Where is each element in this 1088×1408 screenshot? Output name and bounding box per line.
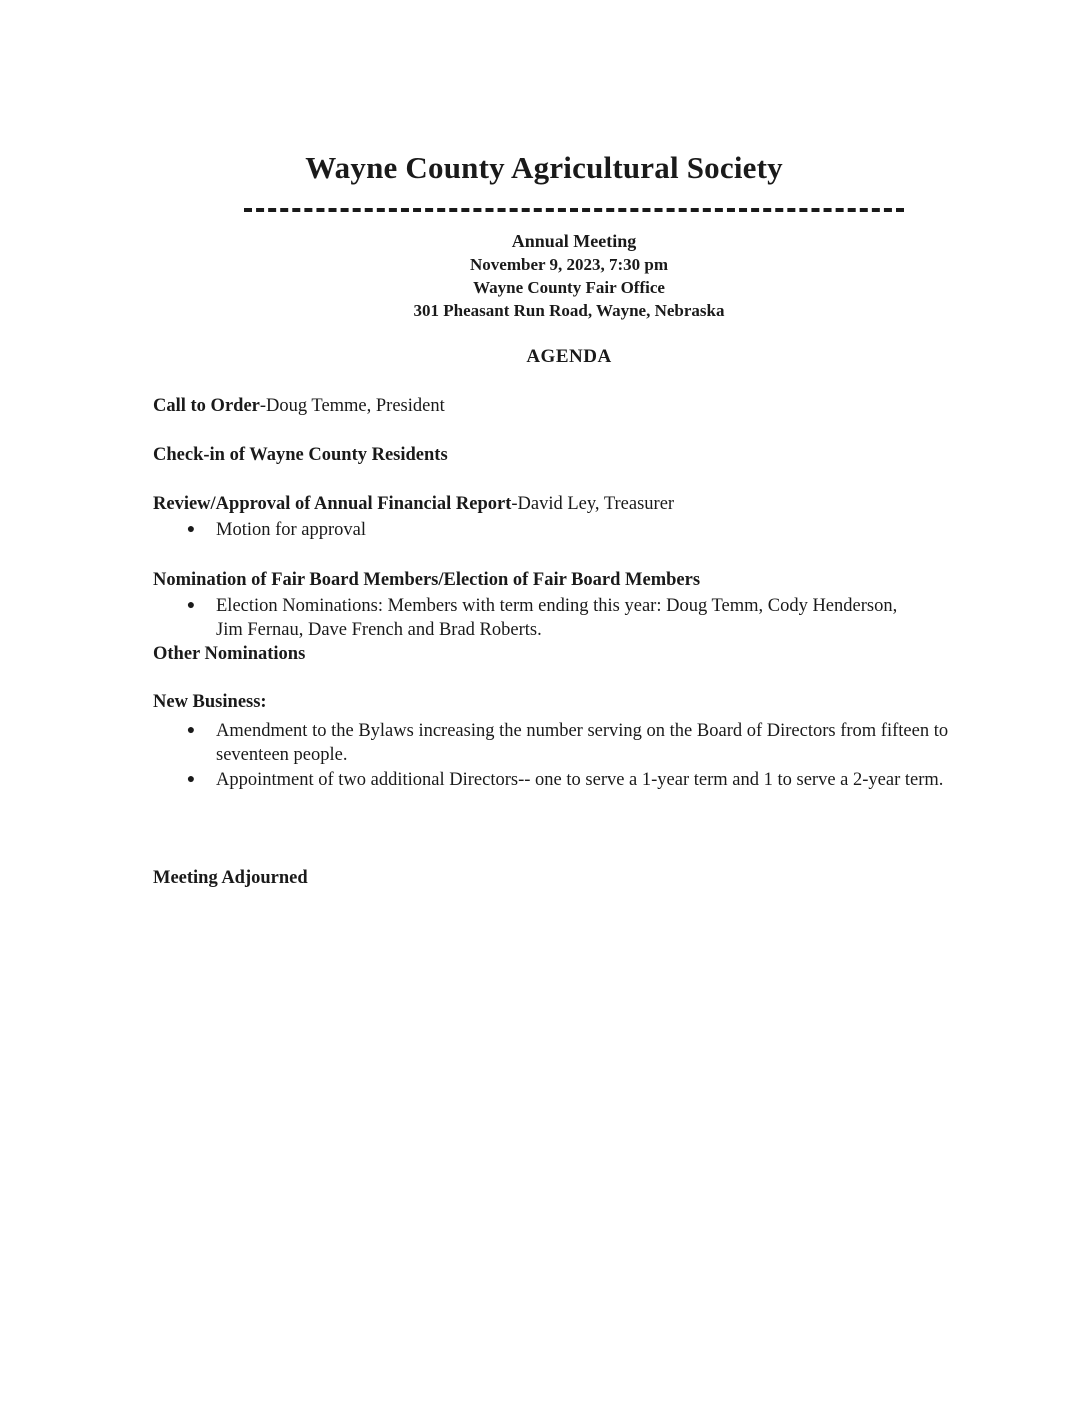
meeting-location: Wayne County Fair Office (473, 278, 665, 297)
agenda-item-check-in (153, 443, 448, 467)
bullet-text: Motion for approval (216, 520, 367, 540)
meeting-address: 301 Pheasant Run Road, Wayne, Nebraska (413, 301, 725, 320)
meeting-name: Annual Meeting (511, 231, 637, 251)
list-item (183, 594, 918, 642)
call-to-order-label: Call to Order (153, 396, 260, 416)
bullet-text: Election Nominations: Members with term ending this year: Doug Temm, Cody Henderson, Jim Fernau, Dave French and Brad Roberts. (216, 596, 898, 640)
meeting-date-time: November 9, 2023, 7:30 pm (470, 255, 668, 274)
agenda-item-nomination (153, 568, 700, 592)
list-item (183, 518, 983, 542)
bullet-icon: ● (186, 723, 196, 738)
list-item (183, 768, 978, 792)
title-divider (244, 208, 904, 212)
agenda-item-new-business (153, 690, 267, 714)
list-item (183, 719, 988, 767)
meeting-info (0, 230, 1088, 322)
call-to-order-detail: -Doug Temme, President (259, 396, 445, 416)
nomination-label: Nomination of Fair Board Members/Election of Fair Board Members (153, 570, 701, 590)
check-in-label: Check-in of Wayne County Residents (153, 445, 448, 465)
bullet-text: Appointment of two additional Directors-- one to serve a 1-year term and 1 to serve a 2-year term. (216, 770, 944, 790)
new-business-label: New Business: (153, 692, 267, 712)
agenda-item-call-to-order (153, 394, 445, 418)
organization-title: Wayne County Agricultural Society (305, 150, 783, 185)
agenda-item-other-nominations (153, 642, 305, 666)
agenda-heading: AGENDA (526, 346, 612, 367)
financial-report-detail: -David Ley, Treasurer (511, 494, 675, 514)
bullet-icon: ● (186, 772, 196, 787)
bullet-icon: ● (186, 598, 196, 613)
agenda-item-adjourned (153, 866, 308, 890)
bullet-text: Amendment to the Bylaws increasing the number serving on the Board of Directors from fifteen to seventeen people. (216, 721, 949, 765)
financial-report-label: Review/Approval of Annual Financial Report (153, 494, 512, 514)
adjourned-label: Meeting Adjourned (153, 868, 308, 888)
bullet-icon: ● (186, 522, 196, 537)
agenda-item-financial-report (153, 492, 674, 516)
other-nominations-label: Other Nominations (153, 644, 306, 664)
